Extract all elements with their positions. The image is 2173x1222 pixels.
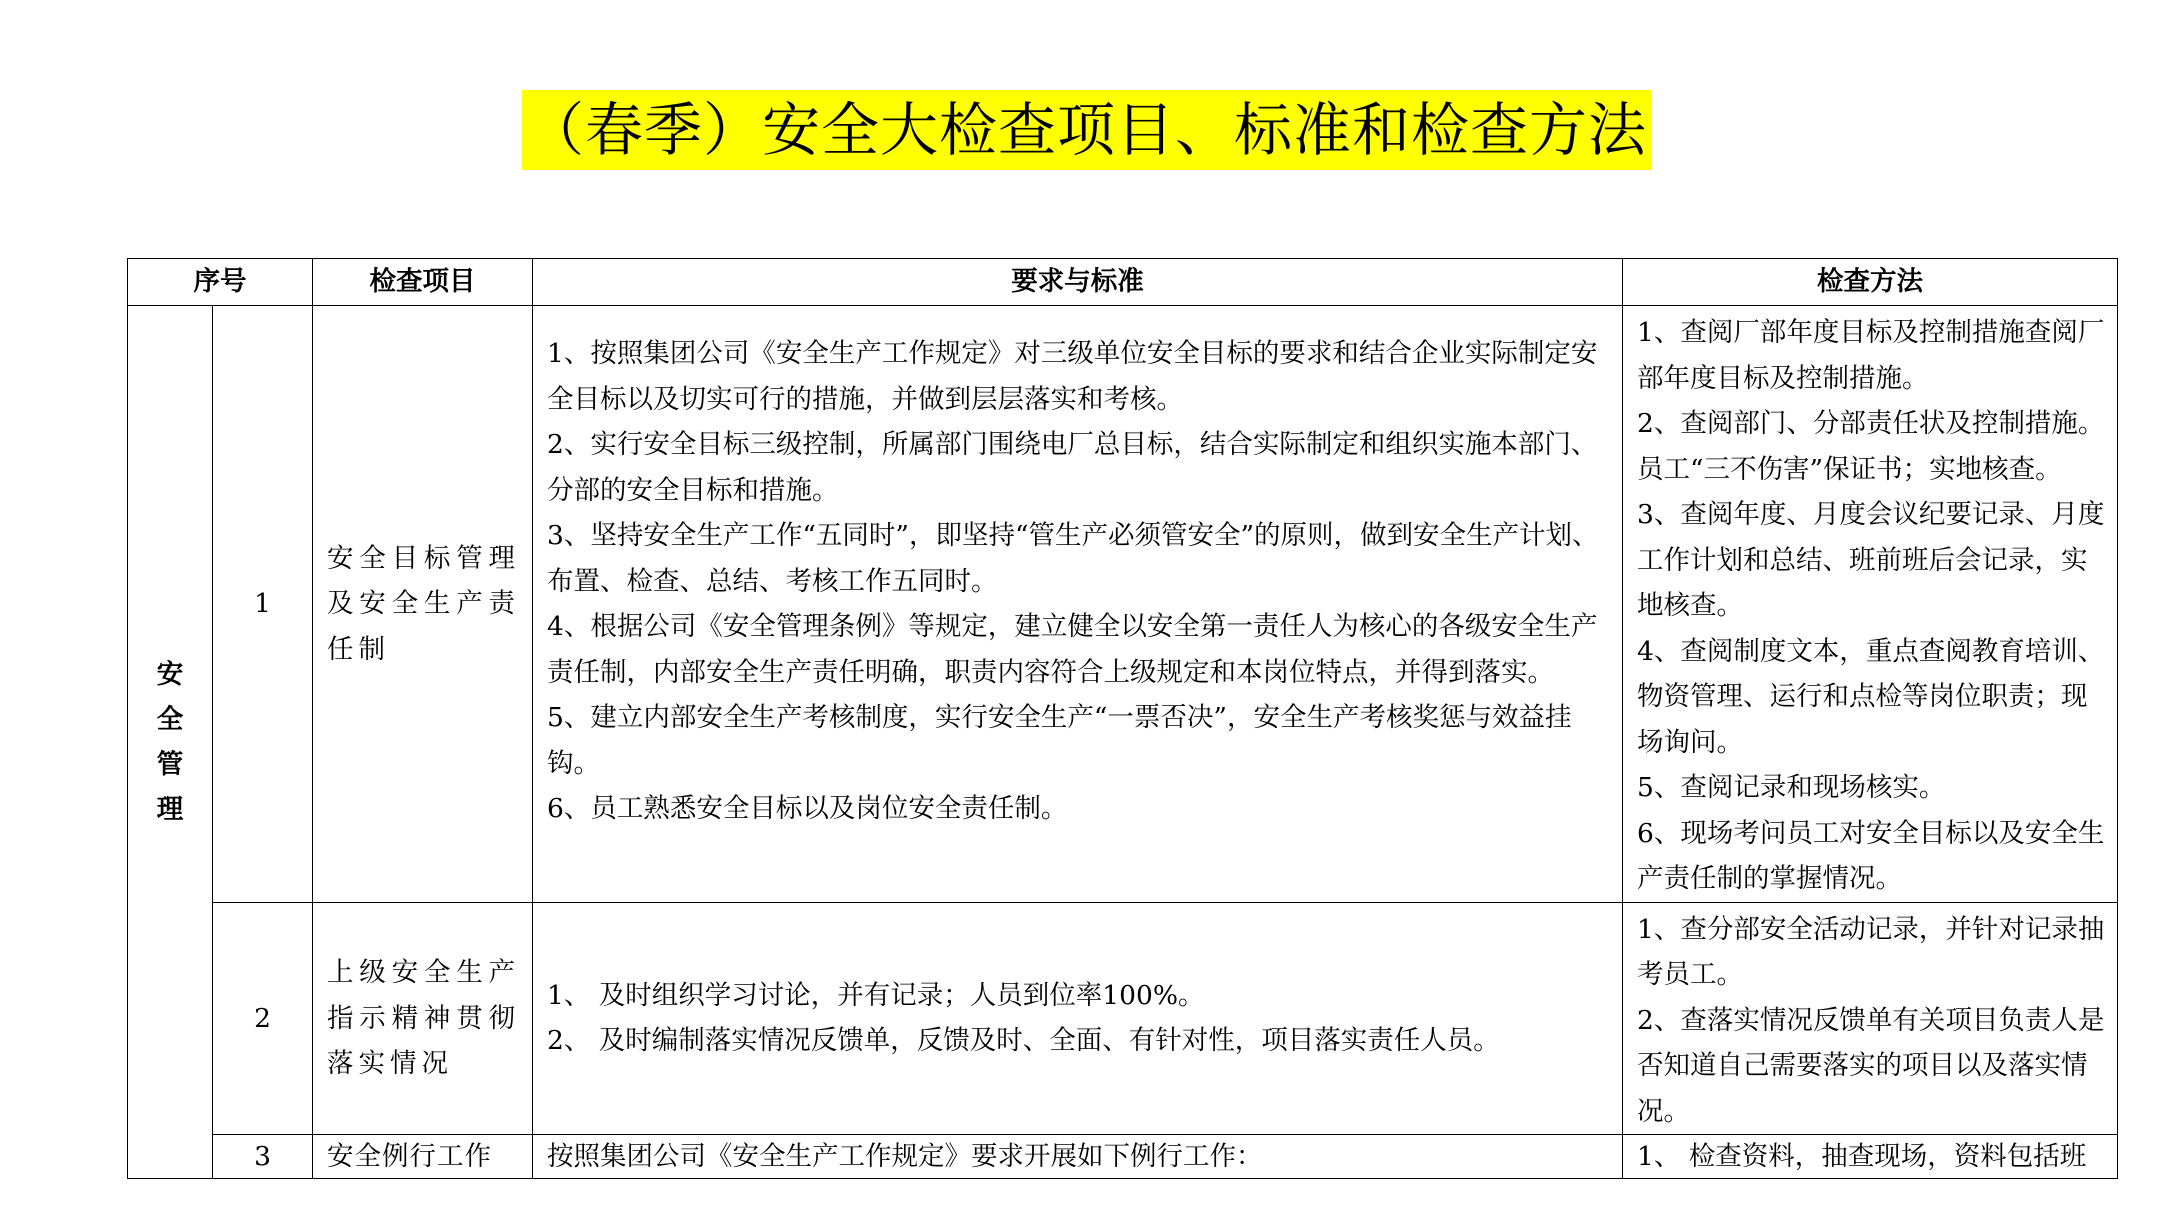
method-line: 2、查阅部门、分部责任状及控制措施。员工“三不伤害”保证书；实地核查。 [1637, 408, 2105, 485]
header-requirement: 要求与标准 [533, 259, 1623, 306]
header-method: 检查方法 [1623, 259, 2118, 306]
method-line: 5、查阅记录和现场核实。 [1637, 772, 1946, 803]
requirement-line: 6、员工熟悉安全目标以及岗位安全责任制。 [547, 793, 1068, 824]
category-char: 全 [156, 704, 184, 735]
title-container [0, 90, 2173, 170]
row-number: 2 [213, 902, 313, 1135]
requirement-line: 按照集团公司《安全生产工作规定》要求开展如下例行工作： [547, 1140, 1263, 1172]
method-cell [1623, 902, 2118, 1135]
page-title: （春季）安全大检查项目、标准和检查方法 [522, 90, 1651, 170]
row-number: 3 [213, 1135, 313, 1179]
check-item: 安全目标管理及安全生产责任制 [313, 306, 533, 903]
requirement-line: 2、实行安全目标三级控制，所属部门围绕电厂总目标，结合实际制定和组织实施本部门、分部的安全目标和措施。 [547, 429, 1598, 506]
method-line: 1、查分部安全活动记录，并针对记录抽考员工。 [1637, 913, 2105, 990]
check-item: 上级安全生产指示精神贯彻落实情况 [313, 902, 533, 1135]
requirement-line: 3、坚持安全生产工作“五同时”，即坚持“管生产必须管安全”的原则，做到安全生产计划、布置、检查、总结、考核工作五同时。 [547, 520, 1599, 597]
method-cell [1623, 306, 2118, 903]
requirement-line: 5、建立内部安全生产考核制度，实行安全生产“一票否决”，安全生产考核奖惩与效益挂钩。 [547, 702, 1572, 779]
method-line: 2、查落实情况反馈单有关项目负责人是否知道自己需要落实的项目以及落实情况。 [1637, 1004, 2105, 1127]
requirement-line: 1、按照集团公司《安全生产工作规定》对三级单位安全目标的要求和结合企业实际制定安全目标以及切实可行的措施，并做到层层落实和考核。 [547, 338, 1598, 415]
requirement-line: 1、 及时组织学习讨论，并有记录；人员到位率100%。 [547, 979, 1205, 1011]
requirement-line: 4、根据公司《安全管理条例》等规定，建立健全以安全第一责任人为核心的各级安全生产责任制，内部安全生产责任明确，职责内容符合上级规定和本岗位特点，并得到落实。 [547, 611, 1598, 688]
category-char: 安 [156, 659, 184, 690]
requirement-line: 2、 及时编制落实情况反馈单，反馈及时、全面、有针对性，项目落实责任人员。 [547, 1025, 1500, 1057]
method-line: 4、查阅制度文本，重点查阅教育培训、物资管理、运行和点检等岗位职责；现场询问。 [1637, 635, 2105, 758]
requirement-cell [533, 1135, 1623, 1179]
category-char: 管 [156, 749, 184, 780]
method-cell [1623, 1135, 2118, 1179]
method-line: 3、查阅年度、月度会议纪要记录、月度工作计划和总结、班前班后会记录，实地核查。 [1637, 499, 2105, 621]
category-cell [128, 306, 213, 1179]
check-item: 安全例行工作 [313, 1135, 533, 1179]
table-row [128, 1135, 2118, 1179]
inspection-table [127, 258, 2118, 1179]
header-item: 检查项目 [313, 259, 533, 306]
header-seq: 序号 [128, 259, 313, 306]
method-line: 1、查阅厂部年度目标及控制措施查阅厂部年度目标及控制措施。 [1637, 317, 2105, 394]
requirement-cell [533, 902, 1623, 1135]
row-number: 1 [213, 306, 313, 903]
requirement-cell [533, 306, 1623, 903]
table-row [128, 306, 2118, 903]
category-char: 理 [156, 794, 184, 825]
table-row [128, 902, 2118, 1135]
table-header-row [128, 259, 2118, 306]
method-line: 6、现场考问员工对安全目标以及安全生产责任制的掌握情况。 [1637, 817, 2105, 894]
method-line: 1、 检查资料，抽查现场，资料包括班 [1637, 1140, 2087, 1172]
